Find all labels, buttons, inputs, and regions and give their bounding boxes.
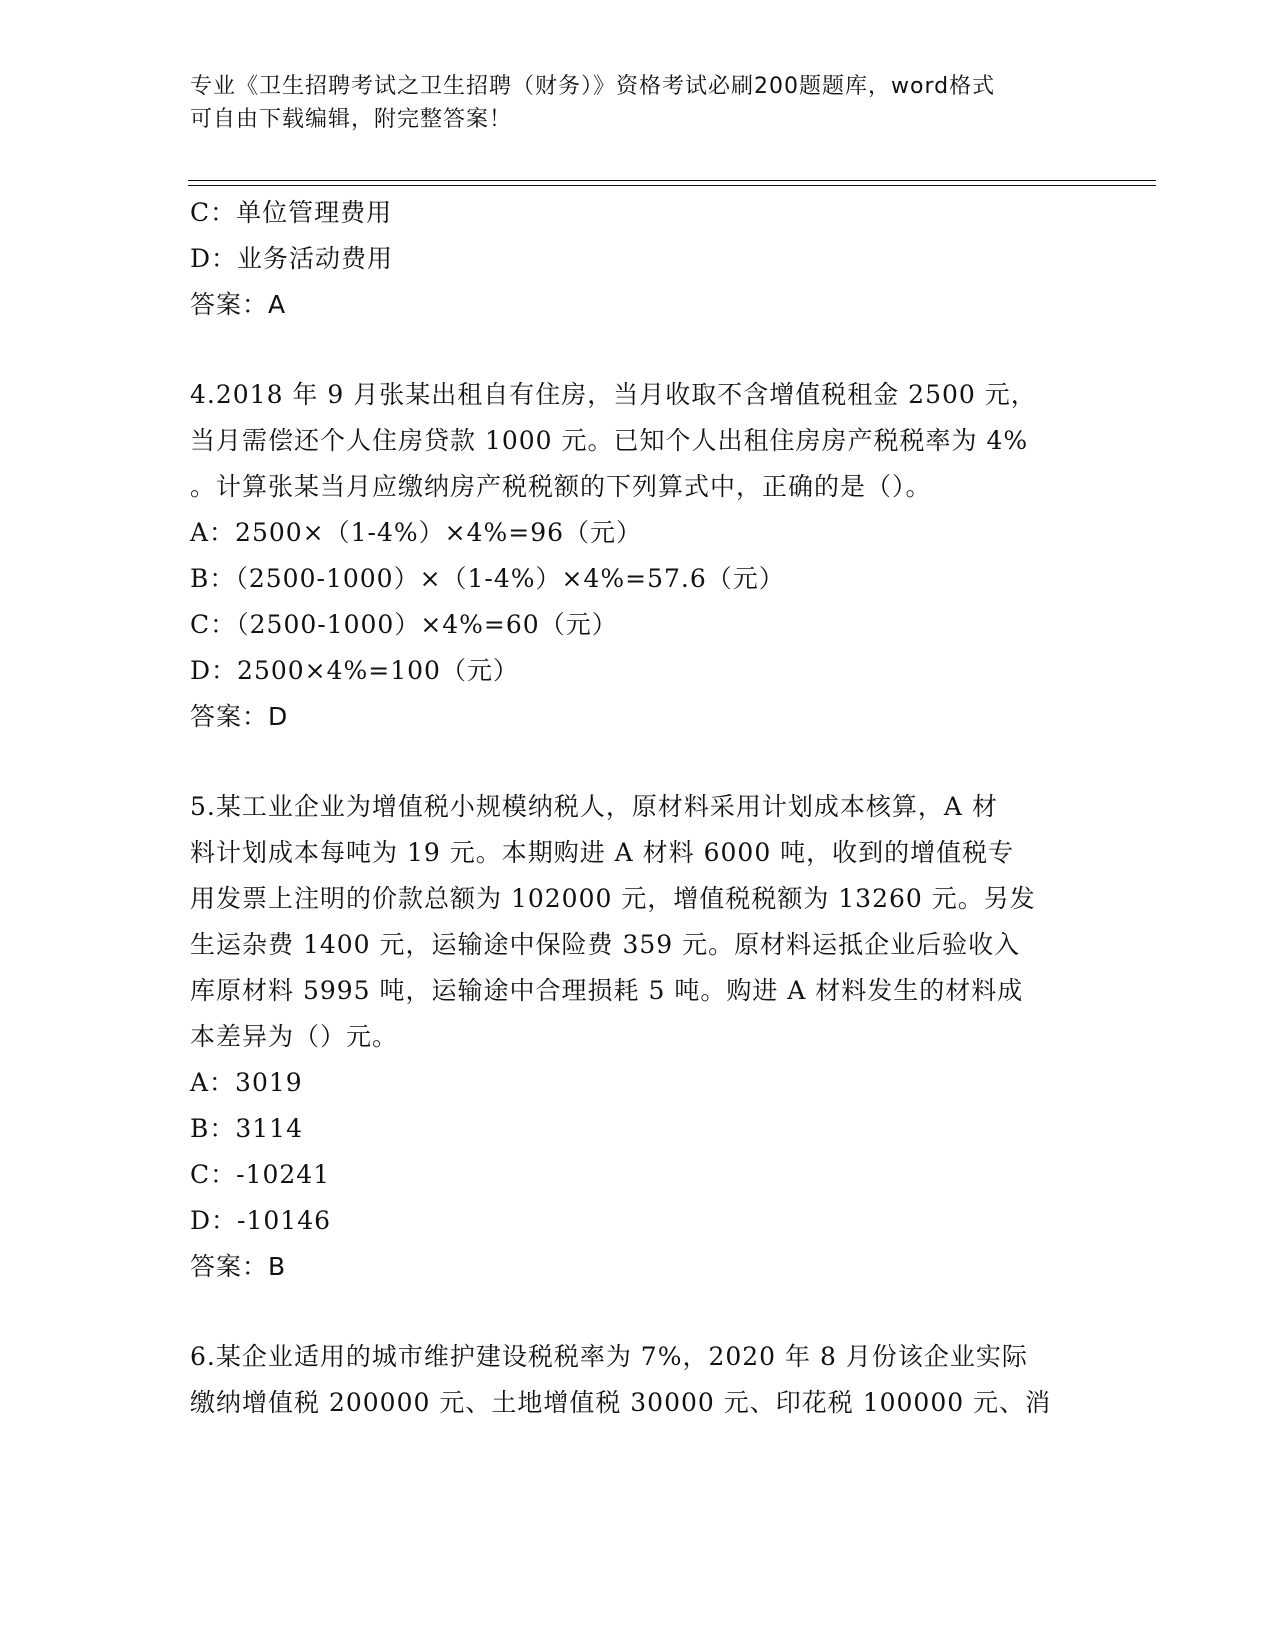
document-body xyxy=(190,190,1080,1426)
question-text-line: 用发票上注明的价款总额为 102000 元，增值税税额为 13260 元。另发 xyxy=(190,884,1036,913)
header-rule-bottom xyxy=(188,185,1156,186)
question-text-line: 缴纳增值税 200000 元、土地增值税 30000 元、印花税 100000 元、消 xyxy=(190,1388,1052,1417)
option-c: C：-10241 xyxy=(190,1160,331,1189)
option-d: D：2500×4%=100（元） xyxy=(190,656,519,685)
question-5 xyxy=(190,784,1080,1290)
question-text-line: 5.某工业企业为增值税小规模纳税人，原材料采用计划成本核算，A 材 xyxy=(190,792,998,821)
option-d: D：业务活动费用 xyxy=(190,244,394,273)
question-text-line: 本差异为（）元。 xyxy=(190,1022,399,1051)
question-text-line: 生运杂费 1400 元，运输途中保险费 359 元。原材料运抵企业后验收入 xyxy=(190,930,1021,959)
question-text-line: 。计算张某当月应缴纳房产税税额的下列算式中，正确的是（）。 xyxy=(190,472,932,501)
prev-question-block xyxy=(190,190,1080,328)
header-line-2: 可自由下载编辑，附完整答案！ xyxy=(190,107,513,132)
header-rule-top xyxy=(188,180,1156,181)
document-header xyxy=(190,70,1070,136)
question-text-line: 4.2018 年 9 月张某出租自有住房，当月收取不含增值税租金 2500 元， xyxy=(190,380,1037,409)
question-text-line: 库原材料 5995 吨，运输途中合理损耗 5 吨。购进 A 材料发生的材料成 xyxy=(190,976,1024,1005)
question-4 xyxy=(190,372,1080,740)
option-d: D：-10146 xyxy=(190,1206,332,1235)
option-b: B：3114 xyxy=(190,1114,303,1143)
option-a: A：3019 xyxy=(190,1068,303,1097)
option-c: C：（2500-1000）×4%=60（元） xyxy=(190,610,618,639)
question-text-line: 6.某企业适用的城市维护建设税税率为 7%，2020 年 8 月份该企业实际 xyxy=(190,1342,1028,1371)
answer: 答案：D xyxy=(190,702,289,731)
question-text-line: 料计划成本每吨为 19 元。本期购进 A 材料 6000 吨，收到的增值税专 xyxy=(190,838,1015,867)
header-line-1: 专业《卫生招聘考试之卫生招聘（财务）》资格考试必刷200题题库，word格式 xyxy=(190,74,996,99)
question-text-line: 当月需偿还个人住房贷款 1000 元。已知个人出租住房房产税税率为 4% xyxy=(190,426,1029,455)
answer: 答案：A xyxy=(190,290,287,319)
question-6 xyxy=(190,1334,1080,1426)
option-c: C：单位管理费用 xyxy=(190,198,393,227)
option-a: A：2500×（1-4%）×4%=96（元） xyxy=(190,518,643,547)
option-b: B：（2500-1000）×（1-4%）×4%=57.6（元） xyxy=(190,564,785,593)
answer: 答案：B xyxy=(190,1252,287,1281)
